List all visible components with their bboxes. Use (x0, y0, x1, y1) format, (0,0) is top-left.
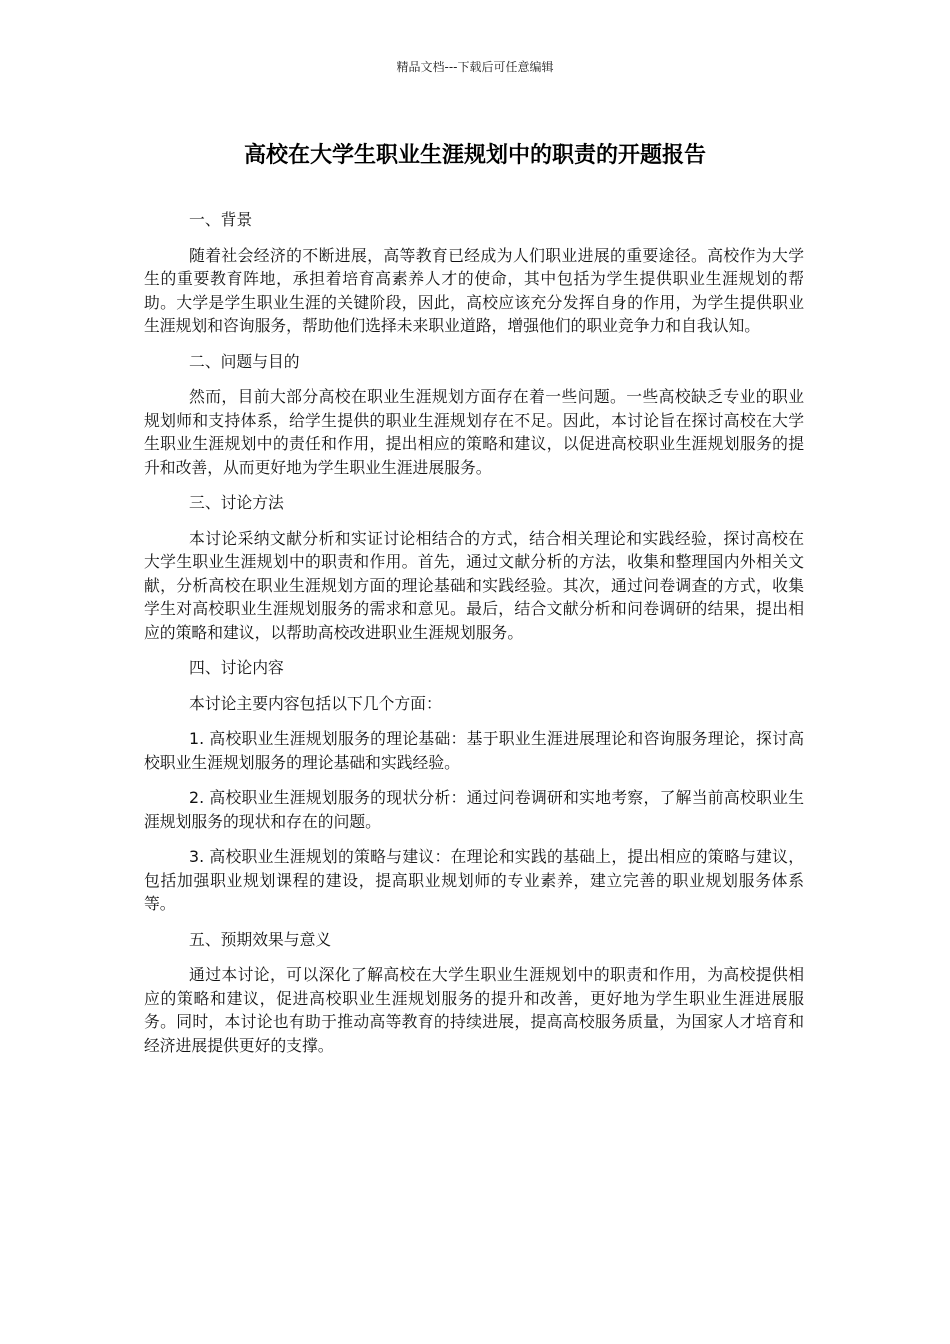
section-heading-expected-effect: 五、预期效果与意义 (189, 929, 332, 949)
section-heading-method: 三、讨论方法 (189, 493, 284, 512)
document-body (144, 208, 804, 1069)
section-heading-problem-purpose: 二、问题与目的 (189, 351, 300, 371)
paragraph-content-item-2: 2. 高校职业生涯规划服务的现状分析：通过问卷调研和实地考察，了解当前高校职业生涯规划服务的现状和存在的问题。 (144, 788, 804, 831)
section-heading-background: 一、背景 (189, 210, 253, 229)
paragraph-method: 本讨论采纳文献分析和实证讨论相结合的方式，结合相关理论和实践经验，探讨高校在大学生职业生涯规划中的职责和作用。首先，通过文献分析的方法，收集和整理国内外相关文献，分析高校在职业生涯规划方面的理论基础和实践经验。其次，通过问卷调查的方式，收集学生对高校职业生涯规划服务的需求和意见。最后，结合文献分析和问卷调研的结果，提出相应的策略和建议，以帮助高校改进职业生涯规划服务。 (144, 528, 804, 642)
paragraph-background: 随着社会经济的不断进展，高等教育已经成为人们职业进展的重要途径。高校作为大学生的重要教育阵地，承担着培育高素养人才的使命，其中包括为学生提供职业生涯规划的帮助。大学是学生职业生涯的关键阶段，因此，高校应该充分发挥自身的作用，为学生提供职业生涯规划和咨询服务，帮助他们选择未来职业道路，增强他们的职业竞争力和自我认知。 (144, 245, 804, 335)
paragraph-problem-purpose: 然而，目前大部分高校在职业生涯规划方面存在着一些问题。一些高校缺乏专业的职业规划师和支持体系，给学生提供的职业生涯规划存在不足。因此，本讨论旨在探讨高校在大学生职业生涯规划中的责任和作用，提出相应的策略和建议，以促进高校职业生涯规划服务的提升和改善，从而更好地为学生职业生涯进展服务。 (144, 387, 804, 477)
document-title: 高校在大学生职业生涯规划中的职责的开题报告 (243, 143, 706, 168)
paragraph-expected-effect: 通过本讨论，可以深化了解高校在大学生职业生涯规划中的职责和作用，为高校提供相应的策略和建议，促进高校职业生涯规划服务的提升和改善，更好地为学生职业生涯进展服务。同时，本讨论也有助于推动高等教育的持续进展，提高高校服务质量，为国家人才培育和经济进展提供更好的支撑。 (144, 965, 804, 1055)
section-heading-content: 四、讨论内容 (189, 658, 284, 677)
paragraph-content-item-3: 3. 高校职业生涯规划的策略与建议：在理论和实践的基础上，提出相应的策略与建议，包括加强职业规划课程的建设，提高职业规划师的专业素养，建立完善的职业规划服务体系等。 (144, 847, 804, 913)
paragraph-content-item-1: 1. 高校职业生涯规划服务的理论基础：基于职业生涯进展理论和咨询服务理论，探讨高校职业生涯规划服务的理论基础和实践经验。 (144, 729, 804, 772)
paragraph-content-intro: 本讨论主要内容包括以下几个方面： (189, 693, 442, 713)
page-header: 精品文档---下载后可任意编辑 (396, 60, 554, 74)
